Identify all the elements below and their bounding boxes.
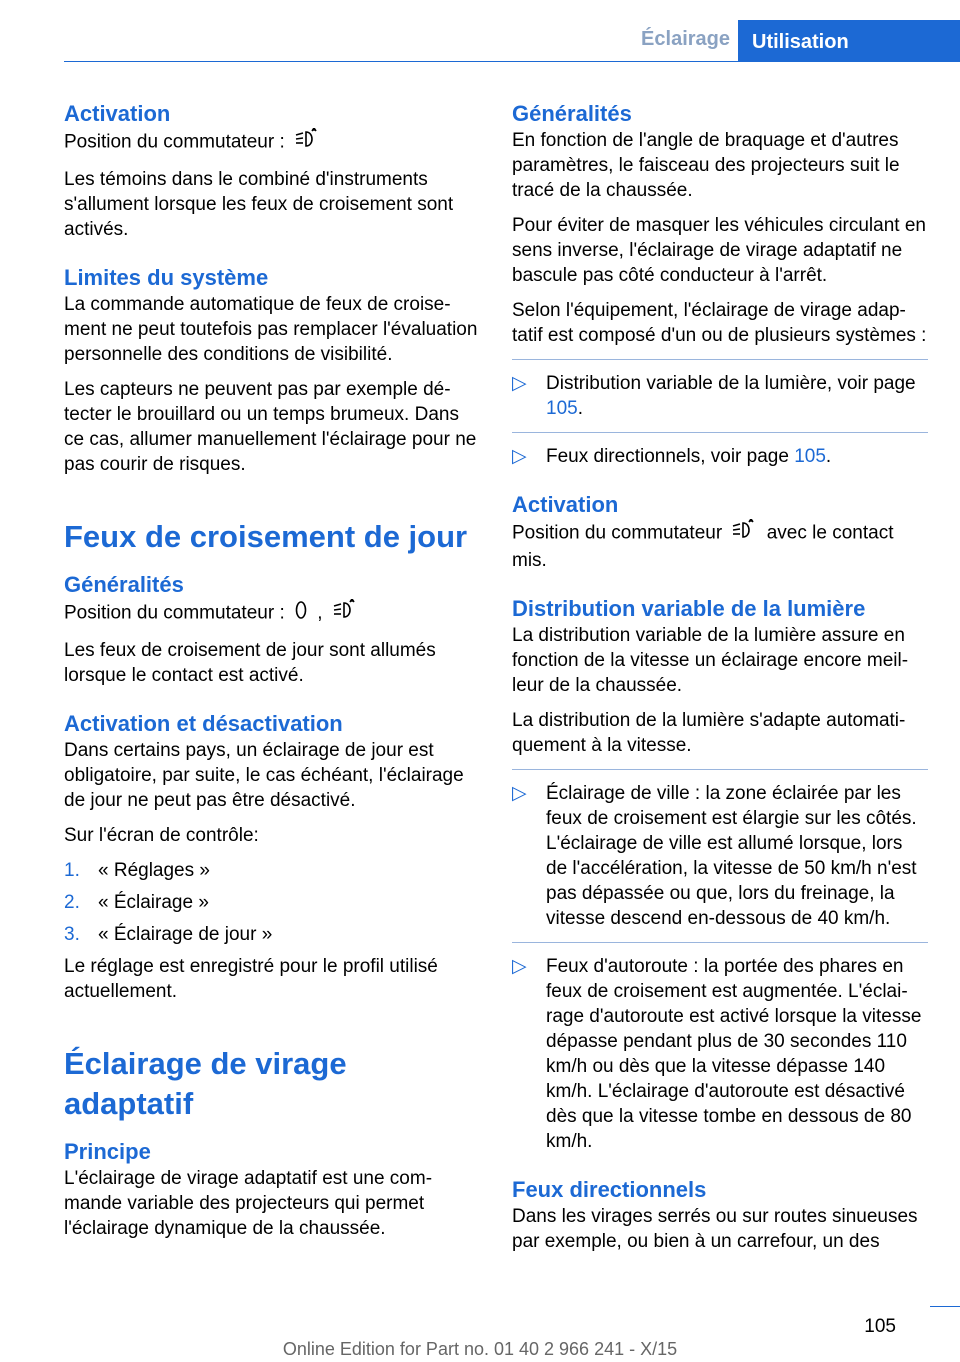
step-number: 3.: [64, 924, 80, 945]
triangle-bullet-icon: ▷: [512, 446, 527, 467]
list-item: [512, 954, 928, 1154]
auto-headlight-icon: [332, 599, 358, 628]
activation-text: Les témoins dans le combiné d'instruments s'allument lorsque les feux de croisement sont activés.: [64, 169, 454, 240]
activation-right-after: avec le contact mis.: [512, 522, 894, 571]
header-section-label[interactable]: Éclairage: [641, 28, 730, 50]
list-item: [512, 781, 928, 931]
step-number: 2.: [64, 892, 80, 913]
limites-p2: Les capteurs ne peuvent pas par exemple détecter le brouillard ou un temps brumeux. Dans ce cas, allumer manuellement l'éclairage pour ne pas courir de risques.: [64, 379, 477, 475]
systems-list: [512, 371, 928, 421]
distribution-heading: Distribution variable de la lumière: [512, 596, 866, 621]
steps-list: [64, 858, 480, 947]
step-text: « Éclairage »: [98, 892, 209, 913]
principe-heading: Principe: [64, 1139, 151, 1164]
list-item-text: Éclairage de ville : la zone éclairée par les feux de croisement est élargie sur les côtés. L'éclairage de ville est allumé lorsque, lors de l'accélération, la vitesse de 50 km/h n'est pas dépassée ou que, lors du freinage, la vitesse descend en-dessous de 40 km/h.: [546, 783, 917, 929]
auto-headlight-icon: [731, 519, 757, 548]
auto-headlight-icon: [294, 128, 320, 157]
activation-desactivation-p2: Sur l'écran de contrôle:: [64, 825, 259, 846]
activation-desactivation-p1: Dans certains pays, un éclairage de jour est obligatoire, par suite, le cas échéant, l'éclairage de jour ne peut pas être désactivé.: [64, 740, 464, 811]
feux-jour-heading: Feux de croisement de jour: [64, 519, 468, 554]
generalites-p3: Selon l'équipement, l'éclairage de virage adaptatif est composé d'un ou de plusieurs systèmes :: [512, 300, 927, 346]
directionnels-heading: Feux directionnels: [512, 1177, 707, 1202]
directionnels-text: Dans les virages serrés ou sur routes sinueuses par exemple, ou bien à un carrefour, un des: [512, 1206, 918, 1252]
activation-right-heading: Activation: [512, 492, 619, 517]
list-item: [64, 890, 480, 915]
distribution-p2: La distribution de la lumière s'adapte automatiquement à la vitesse.: [512, 710, 906, 756]
feux-jour-separator: ,: [317, 602, 323, 624]
feux-jour-text: Les feux de croisement de jour sont allumés lorsque le contact est activé.: [64, 640, 436, 686]
list-item: [512, 444, 928, 469]
generalites-heading: Généralités: [512, 101, 632, 126]
activation-right-text: [512, 519, 928, 573]
divider: [512, 359, 928, 360]
triangle-bullet-icon: ▷: [512, 956, 527, 977]
limites-heading: Limites du système: [64, 265, 269, 290]
list-item: [512, 371, 928, 421]
divider: [512, 769, 928, 770]
virage-text: L'éclairage de virage adaptatif est une commande variable des projecteurs qui permet l'éclairage dynamique de la chaussée.: [64, 1168, 433, 1239]
left-column: [64, 100, 480, 1241]
generalites-p1: En fonction de l'angle de braquage et d'autres paramètres, le faisceau des projecteurs suit le tracé de la chaussée.: [512, 130, 900, 201]
activation-desactivation-heading: Activation et désactivation: [64, 711, 343, 736]
header-chapter-tab[interactable]: Utilisation: [738, 20, 960, 62]
activation-heading: Activation: [64, 101, 171, 126]
divider: [512, 432, 928, 433]
step-number: 1.: [64, 860, 80, 881]
virage-heading: Éclairage de virage adaptatif: [64, 1046, 347, 1121]
step-text: « Réglages »: [98, 860, 210, 881]
list-item-end: .: [577, 398, 583, 419]
systems-list-2: [512, 444, 928, 469]
list-item-text: Feux directionnels, voir page: [546, 446, 789, 467]
list-item-text: Distribution variable de la lumière, voir page: [546, 373, 916, 394]
limites-p1: La commande automatique de feux de croisement ne peut toutefois pas remplacer l'évaluation personnelle des conditions de visibilité.: [64, 294, 478, 365]
footer-divider: [930, 1306, 960, 1307]
page-header: [0, 0, 960, 62]
divider: [512, 942, 928, 943]
list-item-text: Feux d'autoroute : la portée des phares en feux de croisement est augmentée. L'éclairage d'autoroute est activé lorsque la vitesse dépasse pendant plus de 30 secondes 110 km/h ou dès que la vitesse dépasse 140 km/h. L'éclairage d'autoroute est désactivé dès que la vitesse tombe en dessous de 80 km/h.: [546, 956, 922, 1152]
header-divider: [64, 61, 960, 62]
right-column: [512, 100, 928, 1254]
activation-switch-text: Position du commutateur :: [64, 131, 285, 153]
generalites-p2: Pour éviter de masquer les véhicules circulant en sens inverse, l'éclairage de virage adaptatif ne bascule pas côté conducteur à l'arrêt.: [512, 215, 926, 286]
feux-jour-switch-line: [64, 599, 480, 628]
list-item: [64, 858, 480, 883]
page-link[interactable]: 105: [546, 398, 578, 419]
triangle-bullet-icon: ▷: [512, 783, 527, 804]
page-link[interactable]: 105: [794, 446, 826, 467]
activation-desactivation-p3: Le réglage est enregistré pour le profil utilisé actuellement.: [64, 956, 438, 1002]
feux-jour-generalites-heading: Généralités: [64, 572, 184, 597]
page-number: 105: [864, 1316, 896, 1337]
list-item: [64, 922, 480, 947]
step-text: « Éclairage de jour »: [98, 924, 273, 945]
distribution-list: [512, 781, 928, 931]
distribution-list-2: [512, 954, 928, 1154]
activation-switch-line: [64, 128, 480, 157]
triangle-bullet-icon: ▷: [512, 373, 527, 394]
distribution-p1: La distribution variable de la lumière assure en fonction de la vitesse un éclairage encore meilleur de la chaussée.: [512, 625, 909, 696]
list-item-end: .: [825, 446, 832, 467]
feux-jour-switch-text: Position du commutateur :: [64, 602, 285, 624]
edition-footer: Online Edition for Part no. 01 40 2 966 241 - X/15: [282, 1339, 678, 1359]
headlight-off-icon: [294, 599, 308, 628]
activation-right-before: Position du commutateur: [512, 522, 723, 544]
